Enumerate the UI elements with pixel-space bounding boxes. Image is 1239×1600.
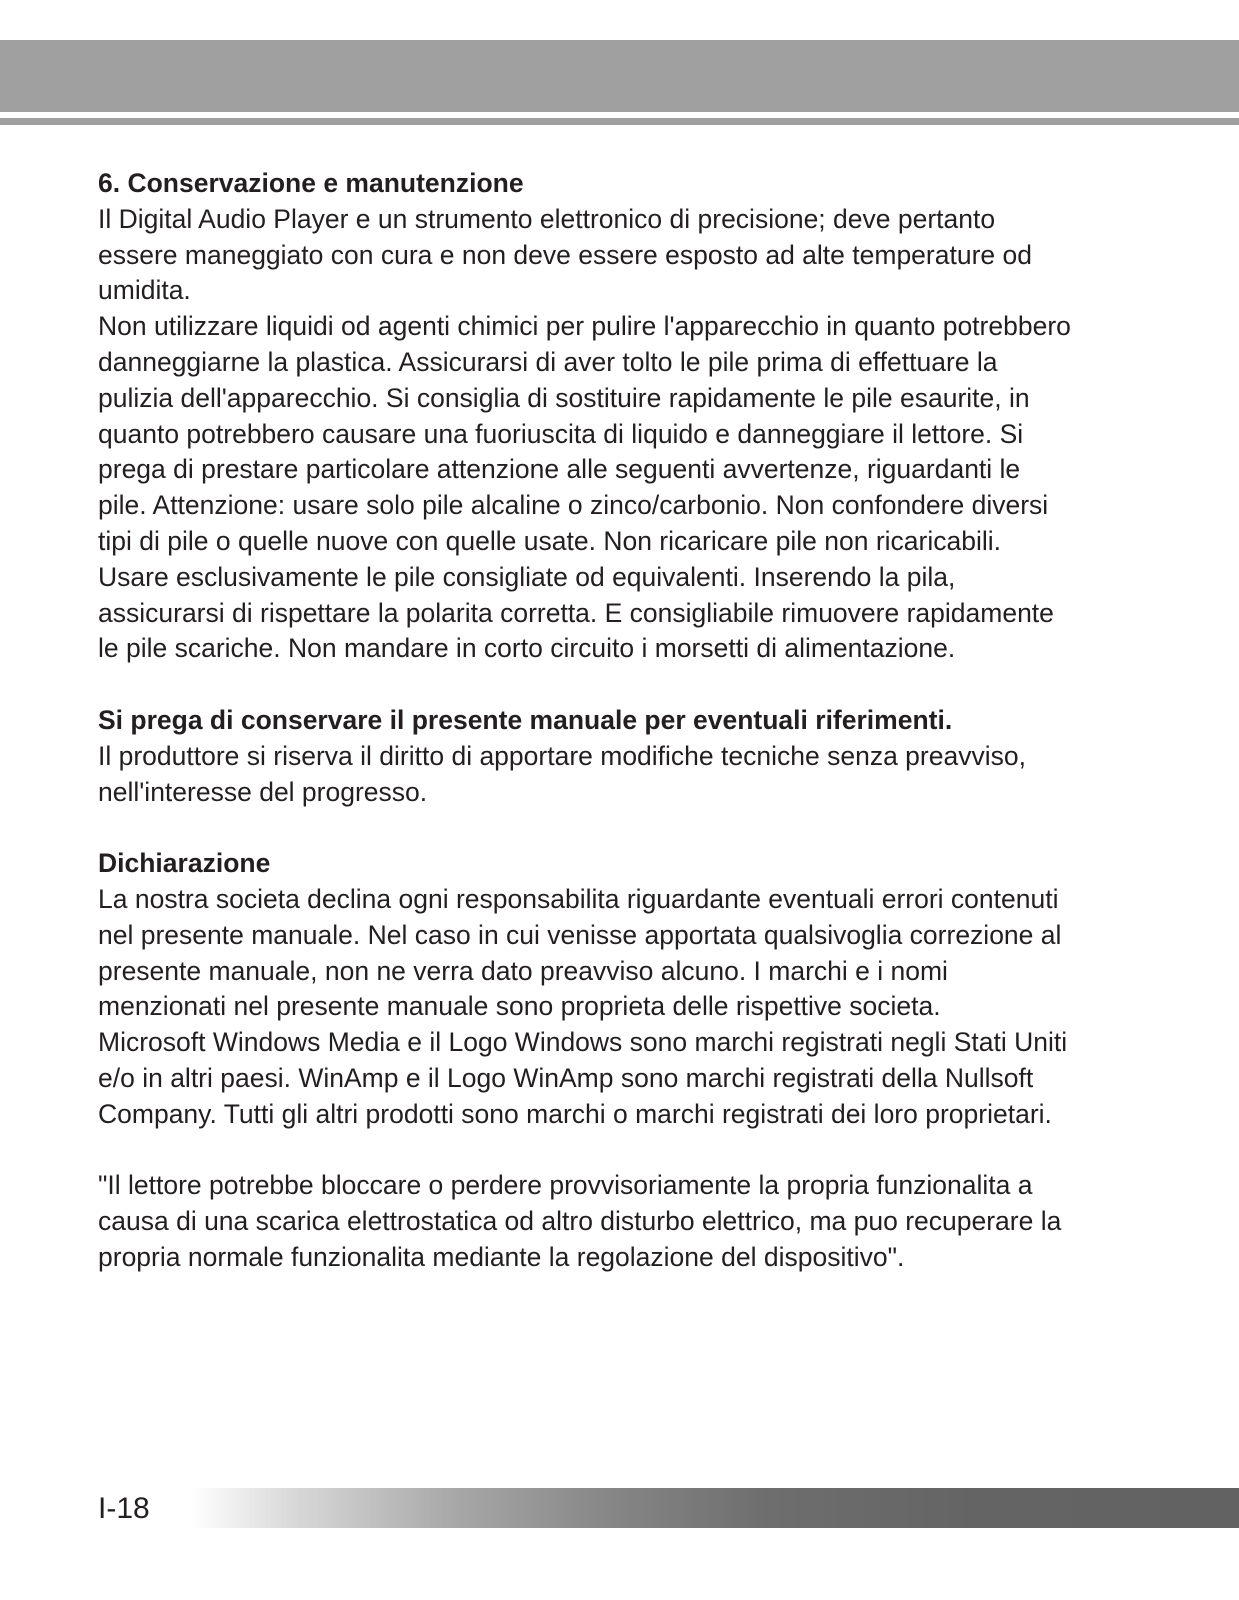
header-rule bbox=[0, 118, 1239, 125]
declaration-title: Dichiarazione bbox=[98, 848, 271, 879]
declaration-text: La nostra societa declina ogni responsabilita riguardante eventuali errori contenuti nel presente manuale. Nel caso in cui venisse apportata qualsivoglia correzione al presente manuale, non ne verra dato preavviso alcuno. I marchi e i nomi menzionati nel presente manuale sono proprieta delle rispettive societa. Microsoft Windows Media e il Logo Windows sono marchi registrati negli Stati Uniti e/o in altri paesi. WinAmp e il Logo WinAmp sono marchi registrati della Nullsoft Company. Tutti gli altri prodotti sono marchi o marchi registrati dei loro proprietari. bbox=[98, 883, 1068, 1129]
spacer bbox=[98, 667, 1178, 703]
page-content bbox=[98, 166, 1178, 1276]
page-number: I-18 bbox=[98, 1492, 150, 1525]
spacer bbox=[98, 810, 1178, 846]
esd-note: "Il lettore potrebbe bloccare o perdere provvisoriamente la propria funzionalita a causa di una scarica elettrostatica od altro disturbo elettrico, ma puo recuperare la propria normale funzionalita mediante la regolazione del dispositivo". bbox=[98, 1170, 1062, 1272]
spacer bbox=[98, 1133, 1178, 1169]
footer-gradient-bar bbox=[190, 1488, 1239, 1528]
section-title-maintenance: 6. Conservazione e manutenzione bbox=[98, 168, 524, 198]
header-band bbox=[0, 40, 1239, 112]
maintenance-paragraph-2: Non utilizzare liquidi od agenti chimici per pulire l'apparecchio in quanto potrebbero danneggiarne la plastica. Assicurarsi di aver tolto le pile prima di effettuare la pulizia dell'apparecchio. Si consiglia di sostituire rapidamente le pile esaurite, in quanto potrebbero causare una fuoriuscita di liquido e danneggiare il lettore. Si prega di prestare particolare attenzione alle seguenti avvertenze, riguardanti le pile. Attenzione: usare solo pile alcaline o zinco/carbonio. Non confondere diversi tipi di pile o quelle nuove con quelle usate. Non ricaricare pile non ricaricabili. Usare esclusivamente le pile consigliate od equivalenti. Inserendo la pila, assicurarsi di rispettare la polarita corretta. E consigliabile rimuovere rapidamente le pile scariche. Non mandare in corto circuito i morsetti di alimentazione. bbox=[98, 311, 1071, 664]
keep-manual-text: Il produttore si riserva il diritto di apportare modifiche tecniche senza preavviso, nell'interesse del progresso. bbox=[98, 740, 1026, 807]
maintenance-paragraph-1: Il Digital Audio Player e un strumento elettronico di precisione; deve pertanto essere maneggiato con cura e non deve essere esposto ad alte temperature od umidita. bbox=[98, 203, 1032, 306]
keep-manual-title: Si prega di conservare il presente manuale per eventuali riferimenti. bbox=[98, 704, 953, 735]
